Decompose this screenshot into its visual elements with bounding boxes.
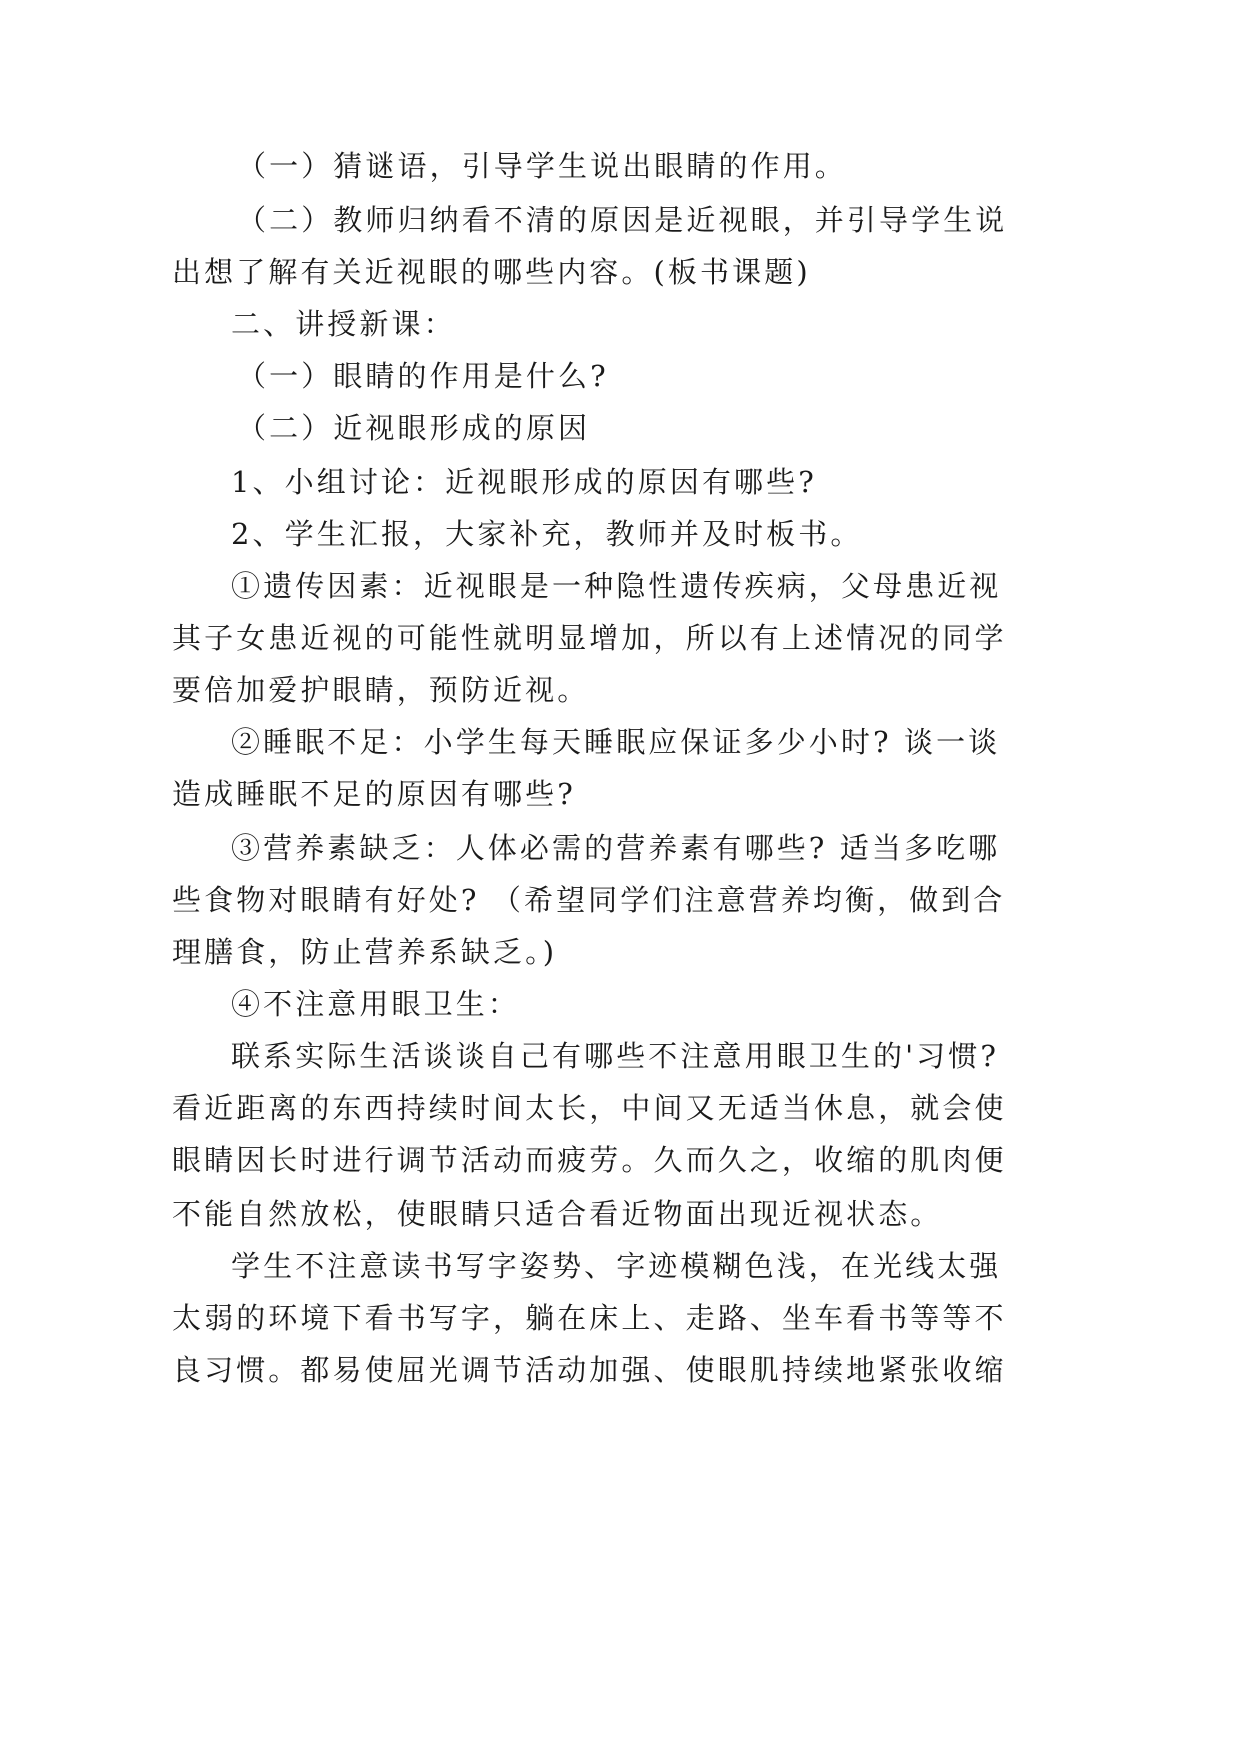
- text-line: 理膳食，防止营养系缺乏。): [172, 935, 558, 969]
- text-line: 2、学生汇报，大家补充，教师并及时板书。: [231, 517, 863, 551]
- text-line: 不能自然放松，使眼睛只适合看近物面出现近视状态。: [172, 1197, 943, 1231]
- text-line: 看近距离的东西持续时间太长，中间又无适当休息，就会使: [172, 1091, 1007, 1125]
- text-line: 学生不注意读书写字姿势、字迹模糊色浅，在光线太强: [231, 1249, 1002, 1283]
- text-line: ②睡眠不足：小学生每天睡眠应保证多少小时? 谈一谈: [231, 725, 1001, 759]
- text-line: 出想了解有关近视眼的哪些内容。(板书课题): [172, 255, 811, 289]
- text-line: 联系实际生活谈谈自己有哪些不注意用眼卫生的'习惯?: [231, 1039, 1000, 1073]
- text-line: 太弱的环境下看书写字，躺在床上、走路、坐车看书等等不: [172, 1301, 1007, 1335]
- text-line: 良习惯。都易使屈光调节活动加强、使眼肌持续地紧张收缩: [172, 1353, 1007, 1387]
- text-line: 其子女患近视的可能性就明显增加，所以有上述情况的同学: [172, 621, 1007, 655]
- section-heading: 二、讲授新课：: [231, 307, 456, 341]
- text-line: 1、小组讨论：近视眼形成的原因有哪些?: [231, 465, 817, 499]
- text-line: ④不注意用眼卫生：: [231, 987, 520, 1021]
- text-line: （二）教师归纳看不清的原因是近视眼，并引导学生说: [237, 203, 1008, 237]
- text-line: 些食物对眼睛有好处? （希望同学们注意营养均衡，做到合: [172, 883, 1006, 917]
- text-line: （一）猜谜语，引导学生说出眼睛的作用。: [237, 149, 847, 183]
- text-line: 眼睛因长时进行调节活动而疲劳。久而久之，收缩的肌肉便: [172, 1143, 1007, 1177]
- text-line: （二）近视眼形成的原因: [237, 411, 591, 445]
- text-line: ①遗传因素：近视眼是一种隐性遗传疾病，父母患近视: [231, 569, 1002, 603]
- text-line: 要倍加爱护眼睛，预防近视。: [172, 673, 590, 707]
- text-line: 造成睡眠不足的原因有哪些?: [172, 777, 576, 811]
- text-line: （一）眼睛的作用是什么?: [237, 359, 609, 393]
- text-line: ③营养素缺乏：人体必需的营养素有哪些? 适当多吃哪: [231, 831, 1001, 865]
